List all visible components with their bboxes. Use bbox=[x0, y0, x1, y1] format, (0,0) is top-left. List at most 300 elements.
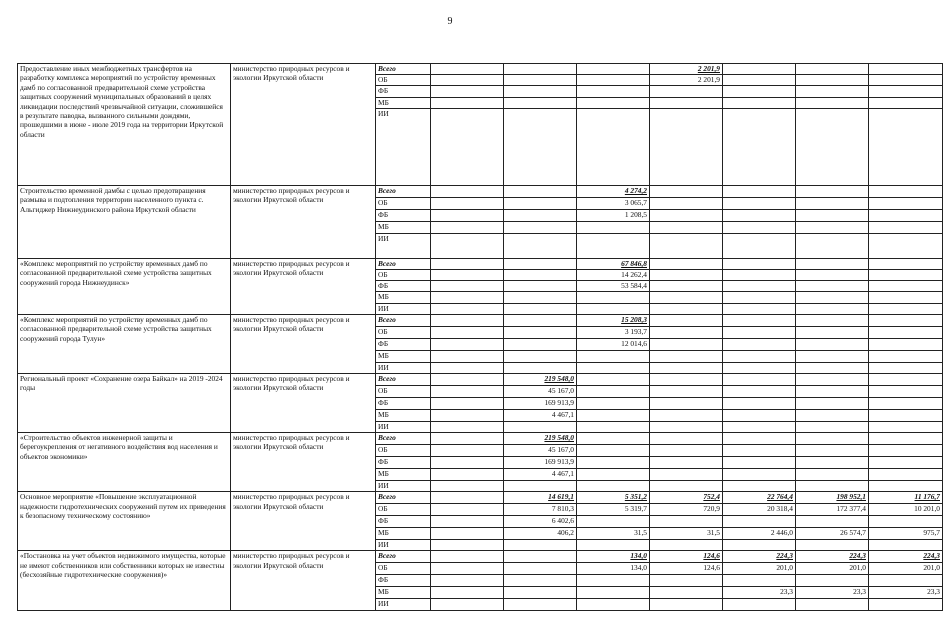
value-cell bbox=[650, 303, 723, 314]
value-cell bbox=[650, 445, 723, 457]
value-cell bbox=[796, 292, 869, 303]
value-cell bbox=[431, 563, 504, 575]
value-cell bbox=[431, 445, 504, 457]
value-cell bbox=[504, 281, 577, 292]
value-cell: 6 402,6 bbox=[504, 516, 577, 528]
value-cell bbox=[723, 421, 796, 432]
value-cell: 2 201,9 bbox=[650, 64, 723, 75]
funding-source-cell: ОБ bbox=[376, 504, 431, 516]
value-cell bbox=[796, 481, 869, 492]
value-cell bbox=[869, 108, 943, 185]
value-cell bbox=[650, 233, 723, 258]
value-cell bbox=[504, 197, 577, 209]
funding-source-cell: Всего bbox=[376, 433, 431, 445]
value-cell bbox=[723, 385, 796, 397]
value-cell bbox=[504, 563, 577, 575]
activity-name-cell: Основное мероприятие «Повышение эксплуатационной надежности гидротехнических сооружений путем их приведения к безопасному техническому состоянию» bbox=[18, 492, 231, 551]
executor-cell: министерство природных ресурсов и экологии Иркутской области bbox=[231, 185, 376, 258]
value-cell bbox=[504, 75, 577, 86]
value-cell bbox=[577, 86, 650, 97]
executor-cell: министерство природных ресурсов и экологии Иркутской области bbox=[231, 492, 376, 551]
funding-source-cell: ИИ bbox=[376, 599, 431, 610]
funding-source-cell: ФБ bbox=[376, 338, 431, 350]
funding-source-cell: МБ bbox=[376, 528, 431, 540]
value-cell bbox=[723, 469, 796, 481]
value-cell bbox=[504, 108, 577, 185]
value-cell: 31,5 bbox=[577, 528, 650, 540]
funding-source-cell: ИИ bbox=[376, 481, 431, 492]
funding-source-cell: ФБ bbox=[376, 281, 431, 292]
value-cell bbox=[504, 258, 577, 269]
value-cell: 3 193,7 bbox=[577, 326, 650, 338]
value-cell bbox=[650, 338, 723, 350]
funding-source-cell: МБ bbox=[376, 469, 431, 481]
value-cell: 10 201,0 bbox=[869, 504, 943, 516]
table-row bbox=[18, 373, 943, 385]
value-cell bbox=[431, 481, 504, 492]
value-cell: 7 810,3 bbox=[504, 504, 577, 516]
value-cell bbox=[431, 362, 504, 373]
value-cell: 219 548,0 bbox=[504, 433, 577, 445]
value-cell: 224,3 bbox=[869, 551, 943, 563]
value-cell bbox=[869, 75, 943, 86]
value-cell bbox=[577, 108, 650, 185]
value-cell bbox=[650, 314, 723, 326]
value-cell bbox=[504, 551, 577, 563]
value-cell bbox=[869, 185, 943, 197]
value-cell bbox=[504, 338, 577, 350]
value-cell bbox=[577, 457, 650, 469]
funding-source-cell: ФБ bbox=[376, 575, 431, 587]
value-cell bbox=[869, 445, 943, 457]
value-cell bbox=[723, 281, 796, 292]
value-cell bbox=[723, 185, 796, 197]
value-cell bbox=[577, 350, 650, 362]
value-cell bbox=[577, 599, 650, 610]
value-cell: 224,3 bbox=[723, 551, 796, 563]
value-cell bbox=[577, 445, 650, 457]
value-cell: 5 319,7 bbox=[577, 504, 650, 516]
value-cell bbox=[723, 457, 796, 469]
value-cell bbox=[869, 457, 943, 469]
value-cell bbox=[723, 409, 796, 421]
value-cell bbox=[796, 233, 869, 258]
value-cell: 172 377,4 bbox=[796, 504, 869, 516]
value-cell bbox=[869, 303, 943, 314]
value-cell bbox=[504, 303, 577, 314]
value-cell bbox=[650, 599, 723, 610]
value-cell bbox=[577, 397, 650, 409]
value-cell: 224,3 bbox=[796, 551, 869, 563]
value-cell bbox=[723, 233, 796, 258]
funding-source-cell: Всего bbox=[376, 258, 431, 269]
value-cell bbox=[723, 599, 796, 610]
value-cell bbox=[796, 575, 869, 587]
value-cell bbox=[577, 587, 650, 599]
value-cell bbox=[431, 385, 504, 397]
value-cell bbox=[796, 350, 869, 362]
value-cell bbox=[650, 258, 723, 269]
value-cell bbox=[431, 292, 504, 303]
value-cell bbox=[796, 385, 869, 397]
value-cell bbox=[723, 86, 796, 97]
value-cell: 3 065,7 bbox=[577, 197, 650, 209]
value-cell: 15 208,3 bbox=[577, 314, 650, 326]
value-cell bbox=[431, 350, 504, 362]
value-cell bbox=[431, 197, 504, 209]
value-cell: 201,0 bbox=[869, 563, 943, 575]
value-cell bbox=[650, 516, 723, 528]
value-cell bbox=[796, 108, 869, 185]
value-cell bbox=[796, 469, 869, 481]
activity-name-cell: «Постановка на учет объектов недвижимого имущества, которые не имеют собственников или собственники которых не известны (бесхозяйные гидротехнические сооружения)» bbox=[18, 551, 231, 610]
value-cell bbox=[431, 185, 504, 197]
funding-source-cell: ФБ bbox=[376, 516, 431, 528]
value-cell bbox=[504, 233, 577, 258]
value-cell bbox=[504, 209, 577, 221]
value-cell bbox=[431, 221, 504, 233]
value-cell bbox=[504, 221, 577, 233]
value-cell bbox=[869, 397, 943, 409]
value-cell bbox=[723, 326, 796, 338]
activity-name-cell: «Строительство объектов инженерной защиты и берегоукрепления от негативного воздействия вод населения и объектов экономики» bbox=[18, 433, 231, 492]
value-cell: 124,6 bbox=[650, 563, 723, 575]
funding-source-cell: ФБ bbox=[376, 209, 431, 221]
funding-source-cell: Всего bbox=[376, 314, 431, 326]
value-cell bbox=[650, 469, 723, 481]
value-cell bbox=[723, 540, 796, 551]
value-cell: 975,7 bbox=[869, 528, 943, 540]
value-cell: 201,0 bbox=[796, 563, 869, 575]
value-cell bbox=[577, 409, 650, 421]
executor-cell: министерство природных ресурсов и экологии Иркутской области bbox=[231, 433, 376, 492]
value-cell bbox=[650, 281, 723, 292]
value-cell: 67 846,8 bbox=[577, 258, 650, 269]
funding-source-cell: МБ bbox=[376, 292, 431, 303]
funding-source-cell: ОБ bbox=[376, 269, 431, 280]
value-cell bbox=[650, 540, 723, 551]
value-cell: 12 014,6 bbox=[577, 338, 650, 350]
value-cell bbox=[504, 185, 577, 197]
value-cell bbox=[650, 373, 723, 385]
value-cell bbox=[796, 362, 869, 373]
value-cell: 1 208,5 bbox=[577, 209, 650, 221]
value-cell bbox=[431, 397, 504, 409]
value-cell bbox=[431, 469, 504, 481]
executor-cell: министерство природных ресурсов и экологии Иркутской области bbox=[231, 551, 376, 610]
value-cell bbox=[431, 326, 504, 338]
value-cell bbox=[650, 457, 723, 469]
value-cell: 4 467,1 bbox=[504, 409, 577, 421]
value-cell bbox=[504, 86, 577, 97]
value-cell bbox=[650, 350, 723, 362]
value-cell: 14 262,4 bbox=[577, 269, 650, 280]
value-cell bbox=[796, 326, 869, 338]
value-cell: 198 952,1 bbox=[796, 492, 869, 504]
value-cell bbox=[869, 599, 943, 610]
value-cell bbox=[577, 292, 650, 303]
funding-source-cell: ОБ bbox=[376, 326, 431, 338]
value-cell bbox=[796, 445, 869, 457]
table-row bbox=[18, 185, 943, 197]
activity-name-cell: Региональный проект «Сохранение озера Байкал» на 2019 -2024 годы bbox=[18, 373, 231, 432]
funding-source-cell: МБ bbox=[376, 97, 431, 108]
value-cell bbox=[504, 326, 577, 338]
value-cell bbox=[650, 421, 723, 432]
funding-source-cell: ОБ bbox=[376, 563, 431, 575]
value-cell bbox=[796, 421, 869, 432]
value-cell bbox=[431, 258, 504, 269]
value-cell bbox=[650, 587, 723, 599]
table-row bbox=[18, 314, 943, 326]
value-cell bbox=[431, 269, 504, 280]
value-cell bbox=[723, 258, 796, 269]
value-cell bbox=[650, 209, 723, 221]
funding-source-cell: МБ bbox=[376, 350, 431, 362]
value-cell bbox=[577, 481, 650, 492]
value-cell bbox=[650, 221, 723, 233]
activity-name-cell: «Комплекс мероприятий по устройству временных дамб по согласованной предварительной схеме устройства защитных сооружений города Тулун» bbox=[18, 314, 231, 373]
activity-name-cell: Предоставление иных межбюджетных трансфертов на разработку комплекса мероприятий по устройству временных дамб по согласованной предварительной схеме устройства защитных сооружений муниципальных образований в целях ликвидации последствий чрезвычайной ситуации, сложившейся в результате паводка, вызванного сильными дождями, прошедшими в июне - июле 2019 года на территории Иркутской области bbox=[18, 64, 231, 186]
value-cell bbox=[869, 421, 943, 432]
table-row bbox=[18, 492, 943, 504]
value-cell bbox=[796, 314, 869, 326]
value-cell bbox=[869, 338, 943, 350]
value-cell bbox=[796, 397, 869, 409]
value-cell bbox=[796, 97, 869, 108]
value-cell: 14 619,1 bbox=[504, 492, 577, 504]
value-cell bbox=[796, 373, 869, 385]
value-cell bbox=[796, 599, 869, 610]
value-cell bbox=[869, 350, 943, 362]
value-cell bbox=[650, 397, 723, 409]
value-cell bbox=[869, 314, 943, 326]
activity-name-cell: «Комплекс мероприятий по устройству временных дамб по согласованной предварительной схеме устройства защитных сооружений города Нижнеудинск» bbox=[18, 258, 231, 314]
funding-source-cell: ОБ bbox=[376, 197, 431, 209]
value-cell bbox=[723, 516, 796, 528]
funding-source-cell: Всего bbox=[376, 551, 431, 563]
value-cell bbox=[869, 258, 943, 269]
value-cell bbox=[431, 97, 504, 108]
value-cell bbox=[869, 221, 943, 233]
value-cell bbox=[504, 350, 577, 362]
value-cell: 26 574,7 bbox=[796, 528, 869, 540]
funding-source-cell: ИИ bbox=[376, 540, 431, 551]
value-cell bbox=[650, 385, 723, 397]
value-cell: 53 584,4 bbox=[577, 281, 650, 292]
value-cell bbox=[504, 292, 577, 303]
value-cell bbox=[504, 587, 577, 599]
value-cell bbox=[650, 97, 723, 108]
value-cell bbox=[504, 64, 577, 75]
value-cell bbox=[431, 233, 504, 258]
value-cell bbox=[431, 338, 504, 350]
value-cell bbox=[431, 108, 504, 185]
value-cell bbox=[431, 75, 504, 86]
funding-source-cell: Всего bbox=[376, 64, 431, 75]
value-cell: 31,5 bbox=[650, 528, 723, 540]
value-cell: 134,0 bbox=[577, 551, 650, 563]
value-cell bbox=[431, 492, 504, 504]
funding-source-cell: ФБ bbox=[376, 397, 431, 409]
value-cell bbox=[650, 185, 723, 197]
value-cell: 406,2 bbox=[504, 528, 577, 540]
value-cell: 23,3 bbox=[869, 587, 943, 599]
value-cell bbox=[431, 303, 504, 314]
value-cell bbox=[869, 516, 943, 528]
value-cell bbox=[796, 221, 869, 233]
value-cell bbox=[723, 397, 796, 409]
executor-cell: министерство природных ресурсов и экологии Иркутской области bbox=[231, 64, 376, 186]
value-cell bbox=[577, 97, 650, 108]
value-cell bbox=[723, 314, 796, 326]
value-cell bbox=[504, 314, 577, 326]
value-cell: 752,4 bbox=[650, 492, 723, 504]
value-cell bbox=[723, 373, 796, 385]
value-cell bbox=[869, 373, 943, 385]
value-cell bbox=[504, 421, 577, 432]
value-cell bbox=[723, 481, 796, 492]
value-cell bbox=[431, 551, 504, 563]
value-cell: 45 167,0 bbox=[504, 385, 577, 397]
value-cell bbox=[431, 421, 504, 432]
funding-source-cell: ИИ bbox=[376, 362, 431, 373]
value-cell bbox=[796, 338, 869, 350]
value-cell bbox=[723, 303, 796, 314]
value-cell bbox=[577, 75, 650, 86]
value-cell: 201,0 bbox=[723, 563, 796, 575]
value-cell bbox=[796, 197, 869, 209]
value-cell bbox=[431, 433, 504, 445]
value-cell bbox=[796, 209, 869, 221]
value-cell bbox=[796, 64, 869, 75]
value-cell bbox=[869, 409, 943, 421]
value-cell bbox=[723, 269, 796, 280]
value-cell bbox=[504, 269, 577, 280]
value-cell bbox=[431, 209, 504, 221]
value-cell bbox=[869, 481, 943, 492]
executor-cell: министерство природных ресурсов и экологии Иркутской области bbox=[231, 314, 376, 373]
value-cell bbox=[723, 362, 796, 373]
funding-source-cell: ОБ bbox=[376, 385, 431, 397]
value-cell bbox=[796, 516, 869, 528]
executor-cell: министерство природных ресурсов и экологии Иркутской области bbox=[231, 258, 376, 314]
value-cell bbox=[504, 540, 577, 551]
value-cell bbox=[431, 516, 504, 528]
value-cell bbox=[723, 209, 796, 221]
value-cell bbox=[796, 433, 869, 445]
value-cell bbox=[431, 373, 504, 385]
value-cell bbox=[577, 421, 650, 432]
value-cell: 169 913,9 bbox=[504, 457, 577, 469]
funding-source-cell: ИИ bbox=[376, 108, 431, 185]
table-row bbox=[18, 551, 943, 563]
value-cell: 4 467,1 bbox=[504, 469, 577, 481]
value-cell bbox=[504, 481, 577, 492]
value-cell bbox=[869, 269, 943, 280]
value-cell: 2 201,9 bbox=[650, 75, 723, 86]
value-cell bbox=[869, 433, 943, 445]
value-cell bbox=[577, 575, 650, 587]
table-row bbox=[18, 64, 943, 75]
value-cell bbox=[650, 326, 723, 338]
value-cell bbox=[796, 457, 869, 469]
value-cell bbox=[869, 326, 943, 338]
page-number: 9 bbox=[447, 16, 453, 27]
value-cell: 20 318,4 bbox=[723, 504, 796, 516]
value-cell bbox=[431, 64, 504, 75]
value-cell bbox=[577, 373, 650, 385]
value-cell bbox=[869, 575, 943, 587]
value-cell bbox=[650, 86, 723, 97]
funding-source-cell: ОБ bbox=[376, 75, 431, 86]
value-cell bbox=[577, 221, 650, 233]
funding-source-cell: ИИ bbox=[376, 421, 431, 432]
value-cell bbox=[431, 281, 504, 292]
table-body bbox=[18, 64, 943, 611]
value-cell bbox=[796, 86, 869, 97]
value-cell bbox=[723, 350, 796, 362]
value-cell bbox=[577, 469, 650, 481]
value-cell bbox=[431, 540, 504, 551]
budget-table bbox=[17, 63, 943, 611]
value-cell bbox=[723, 445, 796, 457]
value-cell bbox=[796, 409, 869, 421]
value-cell bbox=[504, 599, 577, 610]
value-cell bbox=[869, 233, 943, 258]
value-cell bbox=[869, 540, 943, 551]
value-cell bbox=[431, 587, 504, 599]
value-cell: 169 913,9 bbox=[504, 397, 577, 409]
value-cell bbox=[504, 97, 577, 108]
value-cell: 23,3 bbox=[723, 587, 796, 599]
table-row bbox=[18, 433, 943, 445]
funding-source-cell: МБ bbox=[376, 587, 431, 599]
value-cell bbox=[869, 64, 943, 75]
value-cell bbox=[796, 185, 869, 197]
value-cell: 219 548,0 bbox=[504, 373, 577, 385]
funding-source-cell: ФБ bbox=[376, 86, 431, 97]
value-cell: 124,6 bbox=[650, 551, 723, 563]
value-cell: 23,3 bbox=[796, 587, 869, 599]
value-cell bbox=[650, 433, 723, 445]
value-cell bbox=[431, 86, 504, 97]
value-cell bbox=[723, 64, 796, 75]
value-cell bbox=[796, 269, 869, 280]
value-cell bbox=[431, 575, 504, 587]
table-row bbox=[18, 258, 943, 269]
value-cell bbox=[869, 86, 943, 97]
value-cell: 2 446,0 bbox=[723, 528, 796, 540]
funding-source-cell: Всего bbox=[376, 185, 431, 197]
value-cell bbox=[504, 575, 577, 587]
funding-source-cell: ИИ bbox=[376, 303, 431, 314]
value-cell: 4 274,2 bbox=[577, 185, 650, 197]
funding-source-cell: ОБ bbox=[376, 445, 431, 457]
value-cell bbox=[723, 75, 796, 86]
value-cell bbox=[577, 303, 650, 314]
value-cell bbox=[650, 362, 723, 373]
value-cell bbox=[869, 209, 943, 221]
funding-source-cell: МБ bbox=[376, 221, 431, 233]
value-cell bbox=[723, 292, 796, 303]
value-cell bbox=[577, 362, 650, 373]
value-cell bbox=[869, 469, 943, 481]
value-cell bbox=[723, 338, 796, 350]
value-cell bbox=[577, 385, 650, 397]
value-cell bbox=[869, 362, 943, 373]
value-cell bbox=[796, 75, 869, 86]
